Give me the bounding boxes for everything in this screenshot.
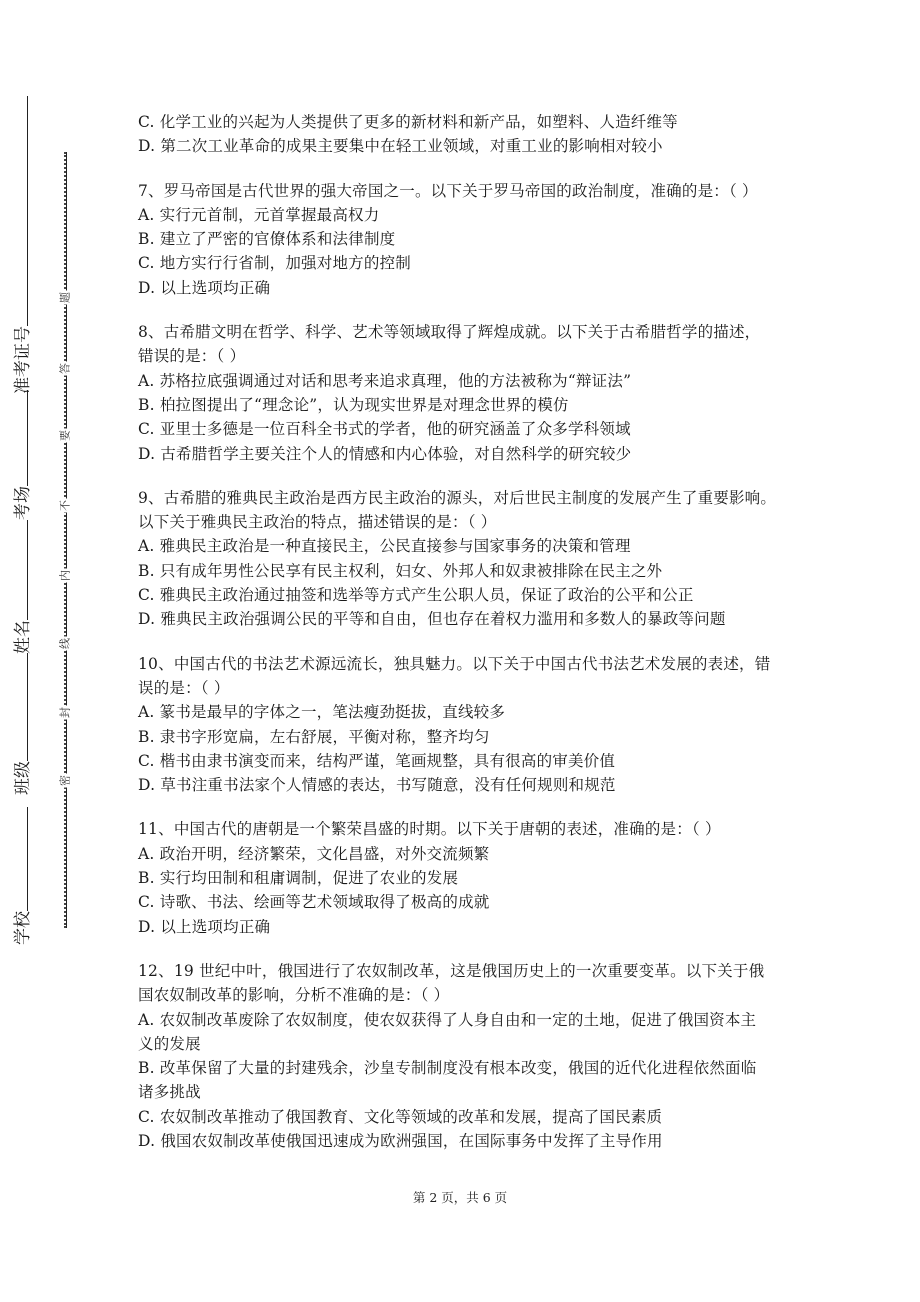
option-line: C. 农奴制改革推动了俄国教育、文化等领域的改革和发展，提高了国民素质	[138, 1107, 663, 1126]
option-line: D. 以上选项均正确	[138, 917, 271, 936]
question-line: 以下关于雅典民主政治的特点，描述错误的是：（ ）	[138, 513, 497, 532]
binding-dotted-line	[64, 152, 66, 928]
question-10	[138, 652, 786, 798]
question-line: 错误的是：（ ）	[138, 347, 246, 366]
option-line: D. 雅典民主政治强调公民的平等和自由，但也存在着权力滥用和多数人的暴政等问题	[138, 610, 726, 629]
seal-char-feng: 封	[58, 707, 72, 718]
question-line: 9、古希腊的雅典民主政治是西方民主政治的源头，对后世民主制度的发展产生了重要影响。	[138, 488, 777, 507]
option-line: C. 亚里士多德是一位百科全书式的学者，他的研究涵盖了众多学科领域	[138, 420, 631, 439]
option-line: C. 楷书由隶书演变而来，结构严谨，笔画规整，具有很高的审美价值	[138, 751, 616, 770]
option-line: B. 建立了严密的官僚体系和法律制度	[138, 230, 396, 249]
ticket-number-blank[interactable]	[13, 96, 28, 326]
question-line: 误的是：（ ）	[138, 678, 230, 697]
ticket-number-field	[8, 96, 33, 394]
seal-char-nei: 内	[58, 570, 72, 581]
school-blank[interactable]	[13, 807, 28, 911]
question-7	[138, 179, 786, 300]
page-number: 第 2 页，共 6 页	[412, 1190, 508, 1205]
option-line: A. 农奴制改革废除了农奴制度，使农奴获得了人身自由和一定的土地，促进了俄国资本主	[138, 1010, 757, 1029]
option-line: C. 诗歌、书法、绘画等艺术领域取得了极高的成就	[138, 893, 490, 912]
school-field	[8, 807, 33, 945]
seal-char-xian: 线	[58, 638, 72, 649]
class-blank[interactable]	[13, 653, 28, 761]
seal-char-yao: 要	[58, 430, 72, 441]
name-blank[interactable]	[13, 520, 28, 620]
seal-char-bu: 不	[58, 500, 72, 511]
name-field	[8, 520, 33, 654]
option-line: B. 改革保留了大量的封建残余，沙皇专制制度没有根本改变，俄国的近代化进程依然面临	[138, 1059, 757, 1078]
name-label: 姓名	[13, 620, 33, 654]
binding-solid-line	[66, 152, 67, 928]
question-12	[138, 959, 786, 1153]
option-line: A. 政治开明，经济繁荣，文化昌盛，对外交流频繁	[138, 844, 490, 863]
option-line: A. 雅典民主政治是一种直接民主，公民直接参与国家事务的决策和管理	[138, 537, 631, 556]
option-line: C. 化学工业的兴起为人类提供了更多的新材料和新产品，如塑料、人造纤维等	[138, 113, 678, 131]
question-line: 10、中国古代的书法艺术源远流长，独具魅力。以下关于中国古代书法艺术发展的表述，错	[138, 654, 771, 673]
option-line: B. 柏拉图提出了“理念论”，认为现实世界是对理念世界的模仿	[138, 395, 569, 414]
continued-options	[138, 110, 786, 159]
seal-char-mi: 密	[58, 775, 72, 786]
option-line: B. 隶书字形宽扁，左右舒展，平衡对称，整齐均匀	[138, 727, 490, 746]
option-line: D. 古希腊哲学主要关注个人的情感和内心体验，对自然科学的研究较少	[138, 444, 632, 463]
exam-room-field	[8, 390, 33, 520]
option-line: D. 第二次工业革命的成果主要集中在轻工业领域，对重工业的影响相对较小	[138, 137, 663, 156]
option-line: A. 篆书是最早的字体之一，笔法瘦劲挺拔，直线较多	[138, 703, 506, 722]
option-line: B. 只有成年男性公民享有民主权利，妇女、外邦人和奴隶被排除在民主之外	[138, 561, 663, 580]
class-field	[8, 653, 33, 795]
question-8	[138, 320, 786, 466]
option-line: D. 以上选项均正确	[138, 278, 271, 297]
question-line: 7、罗马帝国是古代世界的强大帝国之一。以下关于罗马帝国的政治制度，准确的是：（ ）	[138, 181, 758, 200]
ticket-number-label: 准考证号	[13, 326, 33, 394]
option-line: B. 实行均田制和租庸调制，促进了农业的发展	[138, 869, 459, 888]
option-line: D. 俄国农奴制改革使俄国迅速成为欧洲强国，在国际事务中发挥了主导作用	[138, 1131, 663, 1150]
question-9	[138, 486, 786, 632]
exam-room-label: 考场	[13, 486, 33, 520]
question-11	[138, 817, 786, 938]
option-line: A. 实行元首制，元首掌握最高权力	[138, 205, 380, 224]
option-line: D. 草书注重书法家个人情感的表达，书写随意，没有任何规则和规范	[138, 776, 616, 795]
question-line: 11、中国古代的唐朝是一个繁荣昌盛的时期。以下关于唐朝的表述，准确的是：（ ）	[138, 820, 721, 839]
question-line: 12、19 世纪中叶，俄国进行了农奴制改革，这是俄国历史上的一次重要变革。以下关于俄	[138, 961, 765, 980]
class-label: 班级	[13, 761, 33, 795]
exam-room-blank[interactable]	[13, 390, 28, 486]
school-label: 学校	[13, 911, 33, 945]
seal-char-ti: 题	[58, 292, 72, 303]
question-line: 国农奴制改革的影响，分析不准确的是：（ ）	[138, 986, 450, 1005]
seal-char-da: 答	[58, 363, 72, 374]
option-line: A. 苏格拉底强调通过对话和思考来追求真理，他的方法被称为“辩证法”	[138, 371, 632, 390]
option-line: C. 地方实行行省制，加强对地方的控制	[138, 254, 411, 273]
question-content	[138, 110, 786, 1153]
option-line: 诸多挑战	[138, 1083, 201, 1102]
question-line: 8、古希腊文明在哲学、科学、艺术等领域取得了辉煌成就。以下关于古希腊哲学的描述，	[138, 323, 761, 342]
option-line: C. 雅典民主政治通过抽签和选举等方式产生公职人员，保证了政治的公平和公正	[138, 586, 694, 605]
option-line: 义的发展	[138, 1034, 201, 1053]
